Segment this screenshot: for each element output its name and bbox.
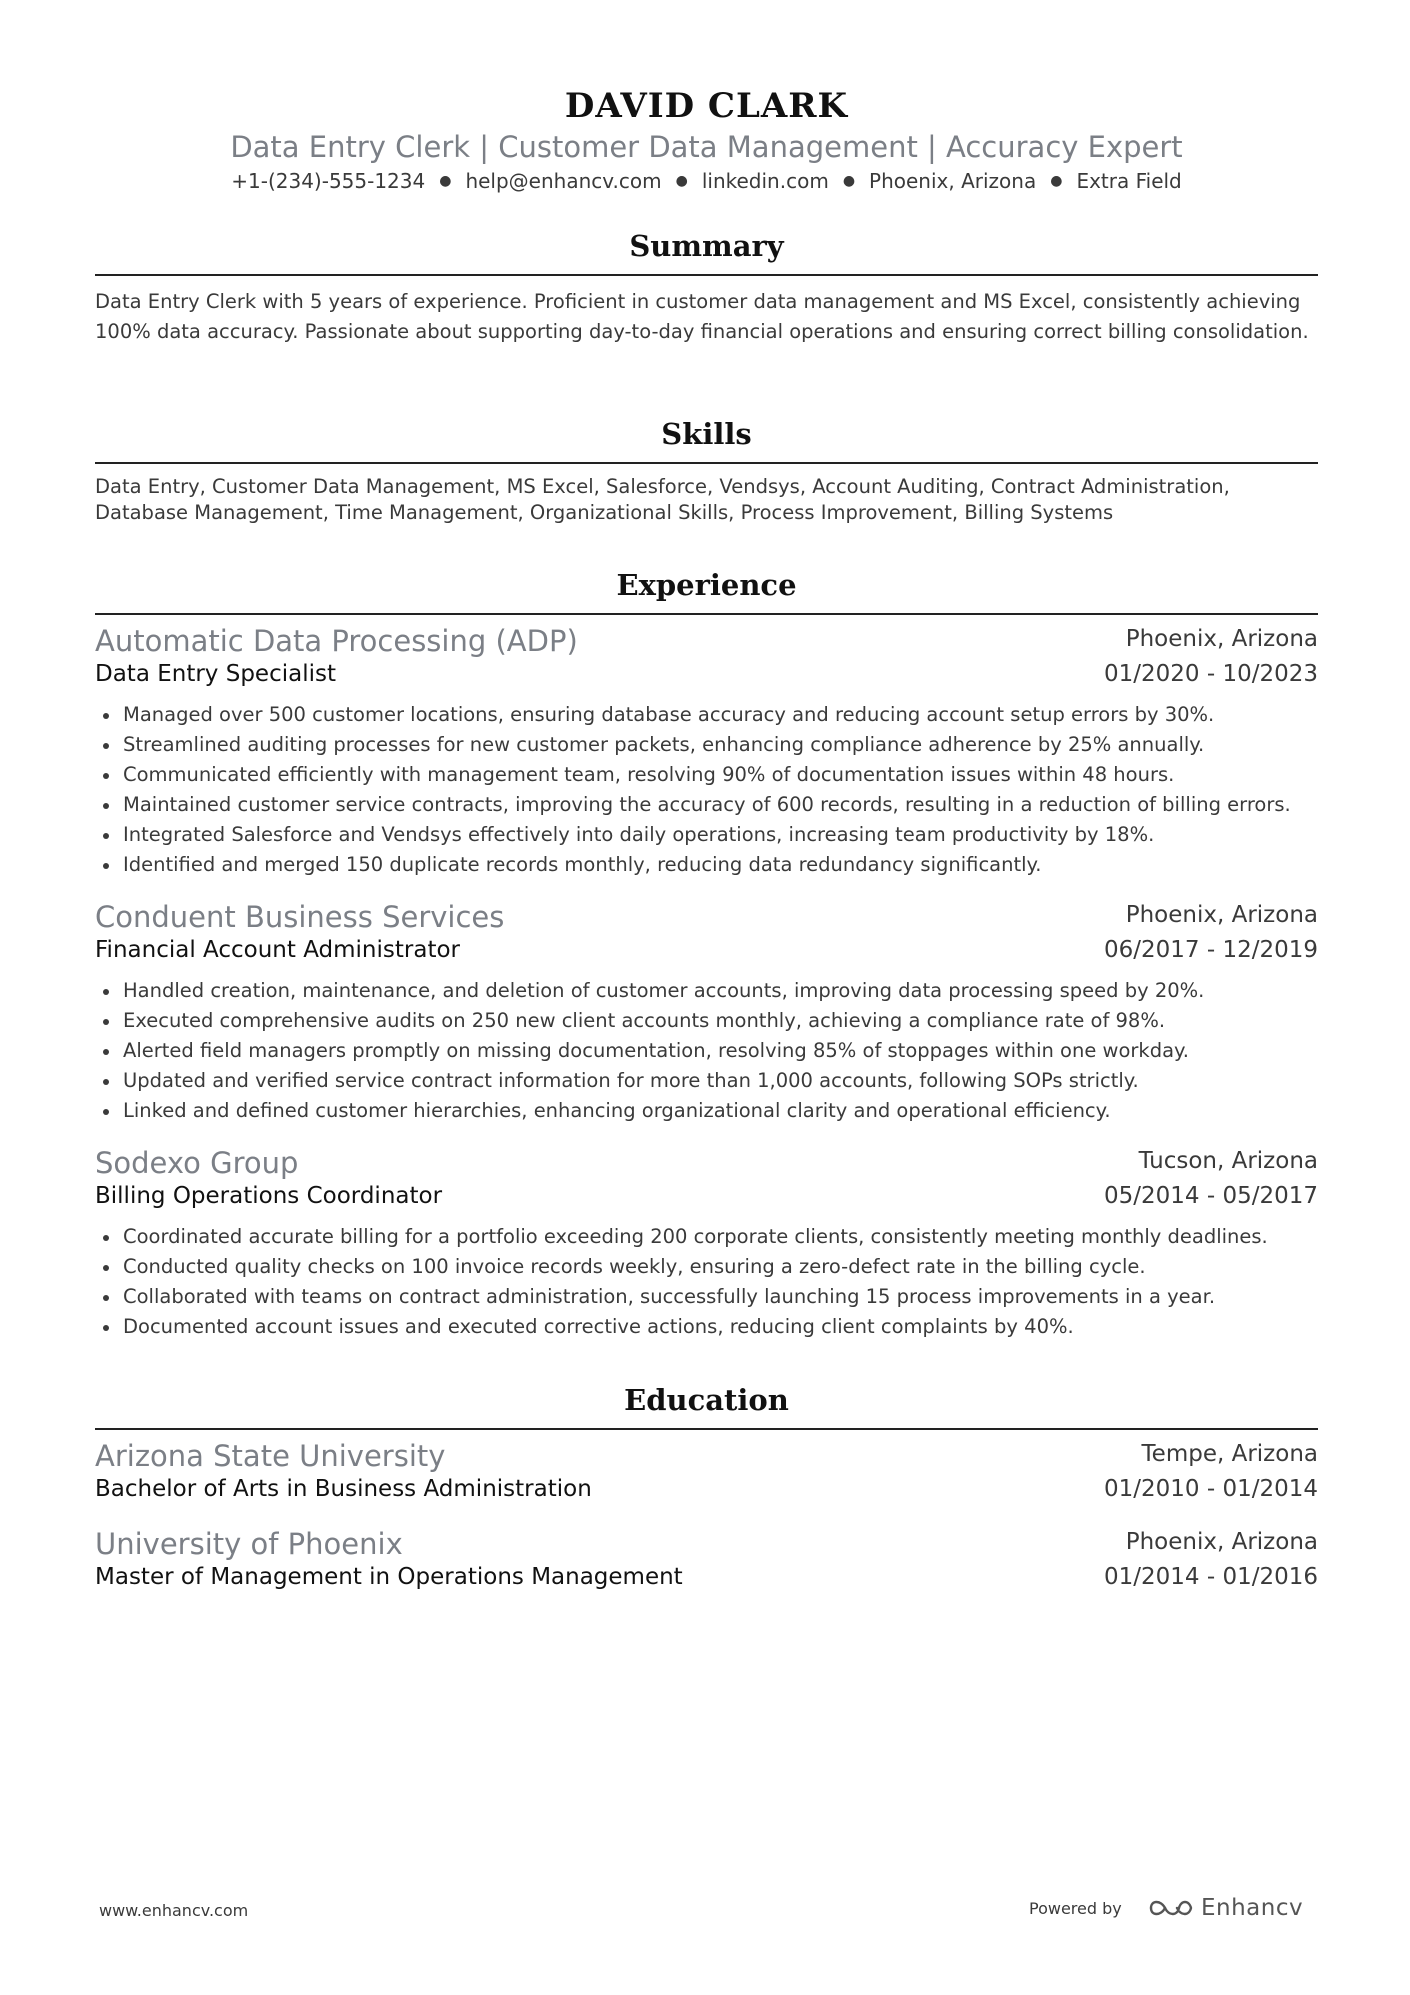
job-bullets — [95, 1222, 1318, 1342]
skills-text: Data Entry, Customer Data Management, MS Excel, Salesforce, Vendsys, Account Auditing, Contract Administration, Database Management, Time Management, Organizational Skills, Process Improvement, Billing Systems — [95, 475, 1230, 524]
school-name: Arizona State University — [95, 1439, 446, 1473]
bullet-item: Executed comprehensive audits on 250 new client accounts monthly, achieving a compliance rate of 98%. — [95, 1006, 1318, 1036]
bullet-item: Communicated efficiently with management team, resolving 90% of documentation issues within 48 hours. — [95, 760, 1318, 790]
company-name: Sodexo Group — [95, 1146, 299, 1180]
school-name: University of Phoenix — [95, 1527, 403, 1561]
education-dates: 01/2010 - 01/2014 — [1103, 1476, 1318, 1502]
degree: Bachelor of Arts in Business Administration — [95, 1476, 592, 1502]
degree: Master of Management in Operations Management — [95, 1564, 683, 1590]
job-title: Financial Account Administrator — [95, 937, 460, 963]
bullet-item: Identified and merged 150 duplicate records monthly, reducing data redundancy significantly. — [95, 850, 1318, 880]
enhancv-logo[interactable] — [1147, 1894, 1303, 1922]
contact-phone[interactable]: +1-(234)-555-1234 — [231, 169, 426, 193]
enhancv-logo-text: Enhancv — [1201, 1895, 1304, 1921]
job-location: Phoenix, Arizona — [1125, 902, 1318, 928]
section-title-education: Education — [624, 1383, 789, 1417]
footer-website-link[interactable]: www.enhancv.com — [99, 1901, 249, 1920]
separator-dot: ● — [842, 173, 856, 189]
job-dates: 05/2014 - 05/2017 — [1103, 1183, 1318, 1209]
bullet-item: Alerted field managers promptly on missing documentation, resolving 85% of stoppages within one workday. — [95, 1036, 1318, 1066]
bullet-item: Integrated Salesforce and Vendsys effectively into daily operations, increasing team productivity by 18%. — [95, 820, 1318, 850]
section-divider — [95, 274, 1318, 276]
contact-extra: Extra Field — [1076, 169, 1182, 193]
company-name: Conduent Business Services — [95, 900, 505, 934]
powered-by-label: Powered by — [1029, 1899, 1122, 1918]
section-divider — [95, 1428, 1318, 1430]
job-bullets — [95, 700, 1318, 880]
job-location: Phoenix, Arizona — [1125, 626, 1318, 652]
contact-email[interactable]: help@enhancv.com — [465, 169, 662, 193]
contact-location: Phoenix, Arizona — [869, 169, 1037, 193]
section-divider — [95, 462, 1318, 464]
job-location: Tucson, Arizona — [1138, 1148, 1318, 1174]
candidate-name: DAVID CLARK — [564, 86, 849, 126]
section-title-experience: Experience — [616, 568, 797, 602]
school-location: Phoenix, Arizona — [1125, 1529, 1318, 1555]
job-title: Data Entry Specialist — [95, 661, 336, 687]
bullet-item: Collaborated with teams on contract administration, successfully launching 15 process improvements in a year. — [95, 1282, 1318, 1312]
section-title-summary: Summary — [629, 229, 784, 263]
education-dates: 01/2014 - 01/2016 — [1103, 1564, 1318, 1590]
bullet-item: Updated and verified service contract information for more than 1,000 accounts, following SOPs strictly. — [95, 1066, 1318, 1096]
school-location: Tempe, Arizona — [1141, 1441, 1318, 1467]
job-bullets — [95, 976, 1318, 1126]
bullet-item: Handled creation, maintenance, and deletion of customer accounts, improving data processing speed by 20%. — [95, 976, 1318, 1006]
separator-dot: ● — [675, 173, 688, 189]
bullet-item: Managed over 500 customer locations, ensuring database accuracy and reducing account setup errors by 30%. — [95, 700, 1318, 730]
company-name: Automatic Data Processing (ADP) — [95, 624, 578, 658]
section-title-skills: Skills — [661, 417, 752, 451]
job-dates: 01/2020 - 10/2023 — [1103, 661, 1318, 687]
separator-dot: ● — [1050, 173, 1063, 189]
section-divider — [95, 613, 1318, 615]
summary-text: Data Entry Clerk with 5 years of experience. Proficient in customer data management and MS Excel, consistently achieving 100% data accuracy. Passionate about supporting day-to-day financial operations and ensuring correct billing consolidation. — [95, 290, 1309, 343]
bullet-item: Maintained customer service contracts, improving the accuracy of 600 records, resulting in a reduction of billing errors. — [95, 790, 1318, 820]
headline: Data Entry Clerk | Customer Data Management | Accuracy Expert — [230, 130, 1183, 164]
enhancv-logo-icon — [1147, 1894, 1195, 1922]
job-title: Billing Operations Coordinator — [95, 1183, 443, 1209]
bullet-item: Coordinated accurate billing for a portfolio exceeding 200 corporate clients, consistently meeting monthly deadlines. — [95, 1222, 1318, 1252]
contact-line — [95, 169, 1318, 193]
separator-dot: ● — [439, 173, 452, 189]
job-dates: 06/2017 - 12/2019 — [1103, 937, 1318, 963]
bullet-item: Documented account issues and executed corrective actions, reducing client complaints by 40%. — [95, 1312, 1318, 1342]
contact-linkedin[interactable]: linkedin.com — [701, 169, 829, 193]
bullet-item: Linked and defined customer hierarchies, enhancing organizational clarity and operational efficiency. — [95, 1096, 1318, 1126]
bullet-item: Streamlined auditing processes for new customer packets, enhancing compliance adherence by 25% annually. — [95, 730, 1318, 760]
bullet-item: Conducted quality checks on 100 invoice records weekly, ensuring a zero-defect rate in the billing cycle. — [95, 1252, 1318, 1282]
